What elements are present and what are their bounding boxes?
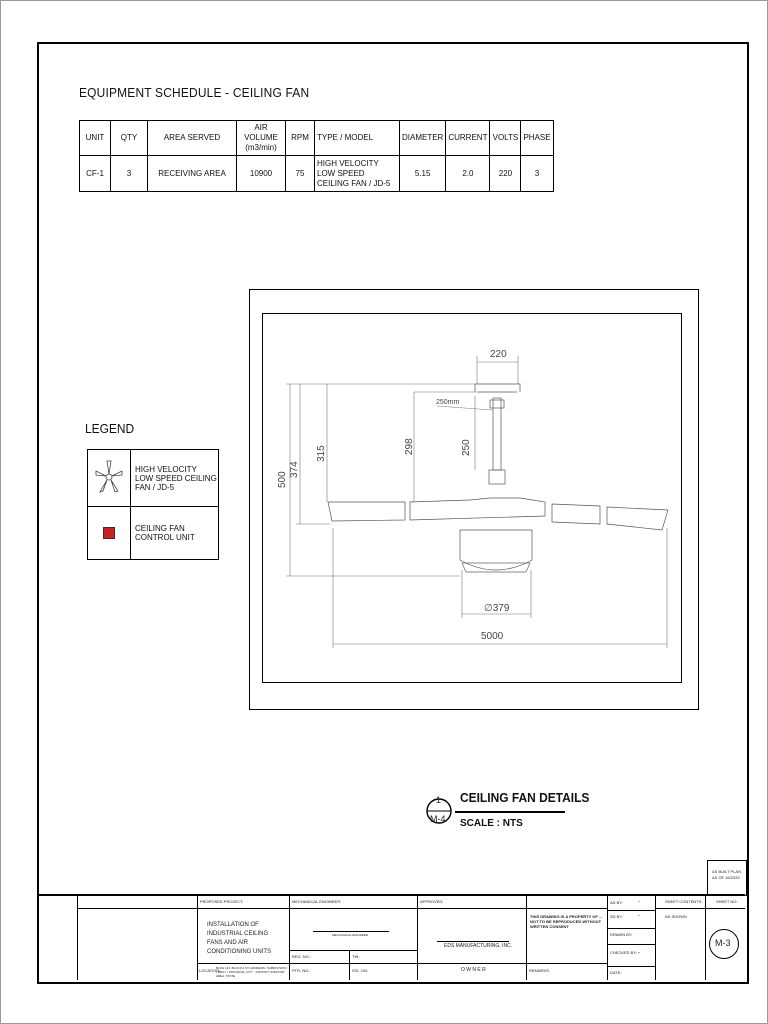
schedule-header-cell: RPM [286, 121, 315, 156]
project-title: INSTALLATION OF INDUSTRIAL CEILING FANS AND AIR CONDITIONING UNITS [207, 922, 271, 955]
detail-title: CEILING FAN DETAILS [460, 790, 590, 805]
motor-housing [460, 530, 532, 570]
tin-label: TIN: [352, 954, 360, 959]
owner-name: EDS MANUFACTURING, INC. [444, 943, 513, 949]
dim-250: 250 [461, 439, 472, 456]
date-label: DATE: [610, 970, 622, 975]
checked-by-value: - [638, 950, 640, 956]
schedule-cell: CF-1 [80, 156, 111, 192]
schedule-header-cell: TYPE / MODEL [315, 121, 400, 156]
hub [410, 498, 545, 520]
schedule-cell: 5.15 [400, 156, 446, 192]
schedule-header-cell: VOLTS [490, 121, 521, 156]
approved-label: APPROVED: [420, 899, 444, 904]
owner-label: O W N E R [461, 967, 486, 973]
detail-number: 1 [436, 795, 442, 805]
ptr-no-label: PTR. NO.: [292, 968, 311, 973]
dim-motor-diameter: ∅379 [484, 603, 510, 614]
dim-span: 5000 [481, 631, 504, 642]
schedule-cell: 10900 [237, 156, 286, 192]
schedule-header-cell: PHASE [521, 121, 553, 156]
engineer-signature-caption: MECHANICAL ENGINEER [332, 933, 369, 937]
mech-engineer-label: MECHANICAL ENGINEER: [292, 899, 342, 904]
detail-scale: SCALE : NTS [460, 818, 523, 829]
schedule-header-cell: CURRENT [446, 121, 490, 156]
sd-by-label: SD BY: [610, 914, 623, 919]
down-rod [493, 398, 501, 470]
schedule-title: EQUIPMENT SCHEDULE - CEILING FAN [79, 85, 310, 100]
legend-label-cell: CEILING FAN CONTROL UNIT [131, 507, 219, 560]
engineer-signature-line [313, 931, 389, 932]
reg-no-label: REG. NO.: [292, 954, 312, 959]
detail-callout-bubble [426, 786, 452, 836]
schedule-cell: RECEIVING AREA [148, 156, 237, 192]
approval-signature-line [437, 941, 509, 942]
drawn-by-label: DRAWN BY: [610, 932, 633, 937]
right-blade-inner [552, 504, 600, 524]
dim-top-width: 220 [490, 349, 507, 360]
sd-by-value: - [638, 913, 640, 919]
checked-by-label: CHECKED BY: [610, 950, 637, 955]
iss-on-label: ISS. ON: [352, 968, 368, 973]
ad-by-value: - [638, 899, 640, 905]
dim-500: 500 [277, 471, 288, 488]
schedule-cell: 220 [490, 156, 521, 192]
legend-title: LEGEND [85, 421, 135, 436]
schedule-cell: 3 [111, 156, 148, 192]
sheet-no-label: SHEET NO: [716, 899, 738, 904]
right-blade [607, 507, 668, 530]
remarks-label: REMARKS: [529, 968, 550, 973]
mounting-bracket [475, 384, 520, 392]
dim-374: 374 [289, 461, 300, 478]
schedule-header-cell: QTY [111, 121, 148, 156]
legend-label-cell: HIGH VELOCITY LOW SPEED CEILING FAN / JD-5 [131, 450, 219, 507]
schedule-cell: 3 [521, 156, 553, 192]
as-built-line2: AS OF 16/2025 [712, 875, 740, 880]
schedule-cell: 75 [286, 156, 315, 192]
schedule-header-cell: AREA SERVED [148, 121, 237, 156]
schedule-header-cell: AIR VOLUME (m3/min) [237, 121, 286, 156]
sheet-no-value: M-3 [715, 938, 731, 948]
disclaimer-text: THIS DRAWING IS A PROPERTY OF ... NOT TO BE REPRODUCED WITHOUT WRITTEN CONSENT [530, 914, 603, 929]
left-blade [328, 502, 405, 521]
location-label: LOCATION: [199, 968, 221, 973]
schedule-header-cell: DIAMETER [400, 121, 446, 156]
motor-grille [462, 563, 530, 572]
schedule-cell: 2.0 [446, 156, 490, 192]
proposed-project-label: PROPOSED PROJECT: [200, 899, 244, 904]
schedule-header-cell: UNIT [80, 121, 111, 156]
ad-by-label: AD BY: [610, 900, 623, 905]
sheet-contents-label: SHEET CONTENTS: [665, 899, 703, 904]
detail-sheet-ref: M-4 [430, 814, 446, 824]
motor-coupling [489, 470, 505, 484]
dim-bracket: 250mm [436, 399, 460, 406]
dim-298: 298 [404, 438, 415, 455]
schedule-cell: HIGH VELOCITY LOW SPEED CEILING FAN / JD-5 [315, 156, 400, 192]
dim-315: 315 [316, 445, 327, 462]
location-text: BLDG 123, BLOCK 4 ST. ADDRESS / SUBDIVISION • BRGY / PROVINCE, CITY · DISTRICT SUPPORT AREA, STATE [216, 966, 287, 978]
detail-title-underline [455, 811, 565, 813]
sheet-contents-value: AS SHOWN [665, 914, 687, 919]
as-built-line1: AS BUILT PLAN [712, 869, 741, 874]
